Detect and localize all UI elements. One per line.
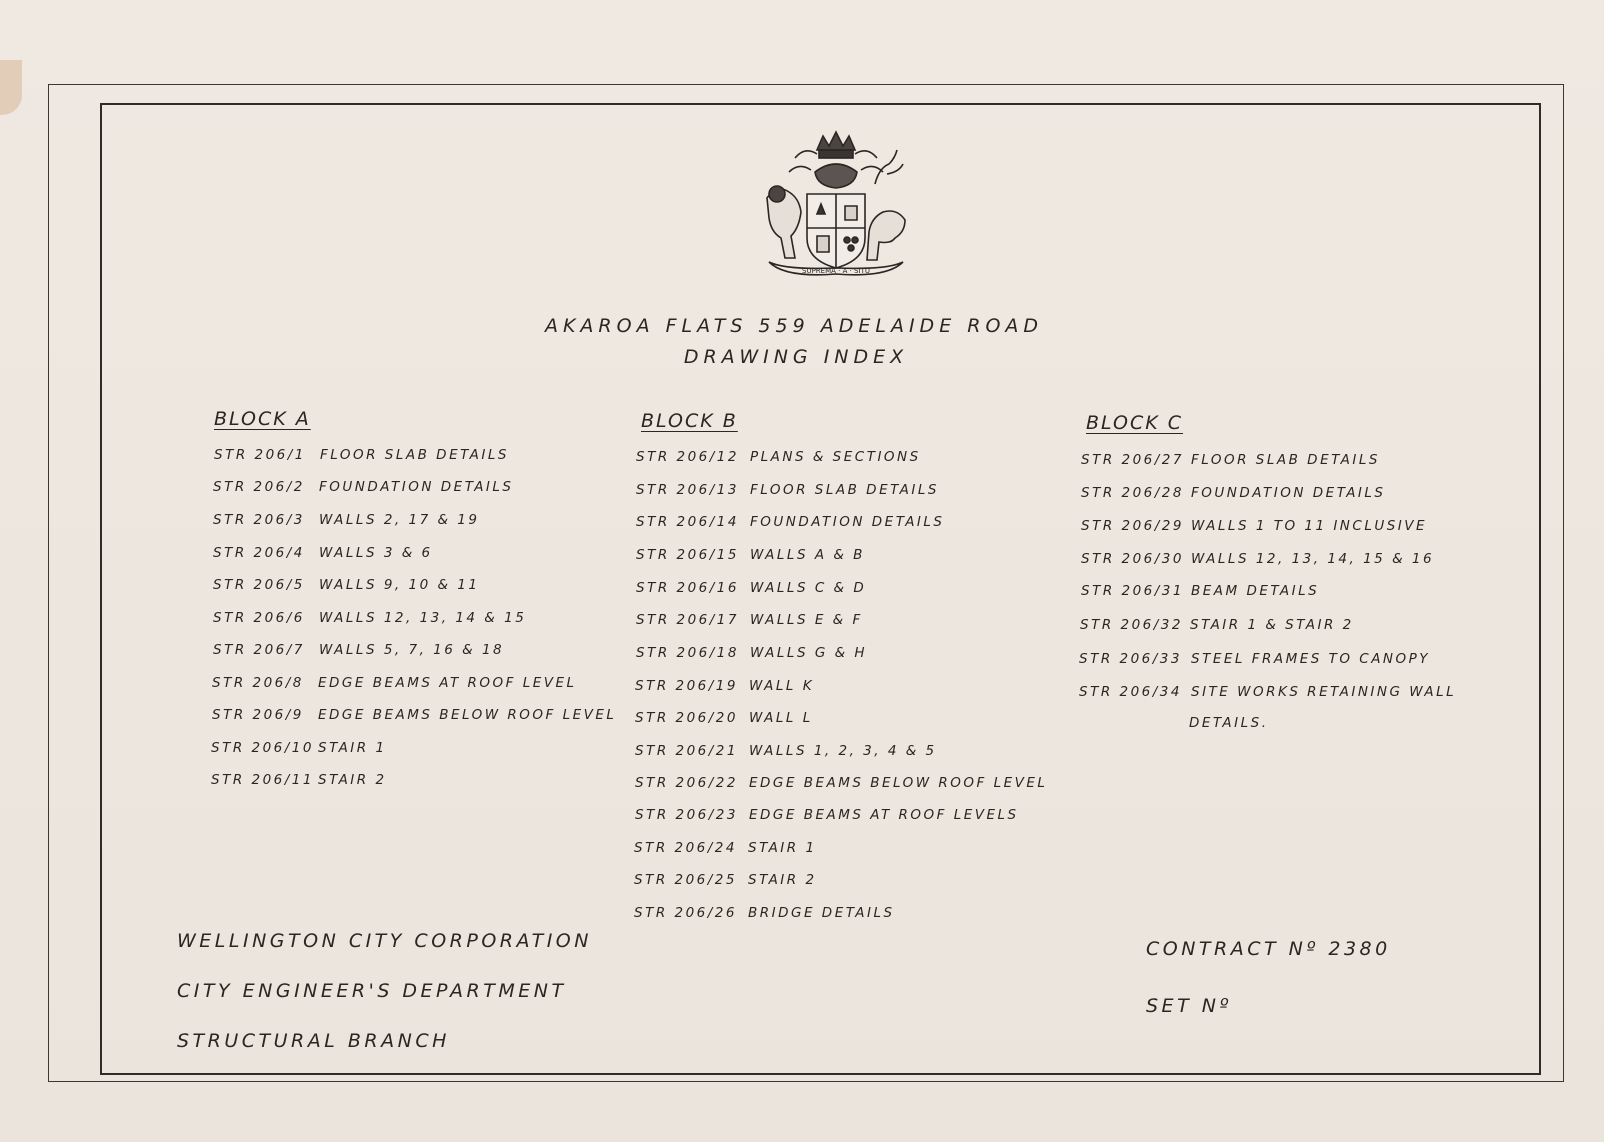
drawing-number: STR 206/24 [634,840,737,856]
drawing-description: WALLS 12, 13, 14 & 15 [319,610,527,626]
department-name: CITY ENGINEER'S DEPARTMENT [177,980,567,1002]
branch-name: STRUCTURAL BRANCH [177,1030,450,1052]
drawing-description: EDGE BEAMS BELOW ROOF LEVEL [318,707,617,723]
drawing-description: WALLS 9, 10 & 11 [319,577,480,593]
drawing-number: STR 206/11 [211,772,314,788]
drawing-description: WALLS 2, 17 & 19 [319,512,480,528]
drawing-description: BRIDGE DETAILS [748,905,895,921]
drawing-number: STR 206/4 [213,545,305,561]
crest-motto: SUPREMA · A · SITU [802,267,870,275]
drawing-description: STEEL FRAMES TO CANOPY [1191,651,1431,667]
drawing-description: FOUNDATION DETAILS [750,514,945,530]
drawing-description: BEAM DETAILS [1191,583,1320,599]
drawing-number: STR 206/9 [212,707,304,723]
drawing-description: WALLS 1 TO 11 INCLUSIVE [1191,518,1428,534]
drawing-description: WALLS E & F [750,612,863,628]
drawing-number: STR 206/14 [636,514,739,530]
drawing-description: EDGE BEAMS AT ROOF LEVEL [318,675,577,691]
drawing-description: PLANS & SECTIONS [750,449,921,465]
drawing-description: WALL K [749,678,815,694]
drawing-number: STR 206/8 [212,675,304,691]
drawing-number: STR 206/18 [636,645,739,661]
drawing-number: STR 206/13 [636,482,739,498]
block-c-heading: BLOCK C [1086,412,1184,434]
drawing-number: STR 206/23 [635,807,738,823]
drawing-number: STR 206/12 [636,449,739,465]
drawing-description: FLOOR SLAB DETAILS [320,447,509,463]
drawing-number: STR 206/28 [1081,485,1184,501]
drawing-description: SITE WORKS RETAINING WALL [1191,684,1457,700]
drawing-title: AKAROA FLATS 559 ADELAIDE ROAD [544,315,1044,337]
drawing-description: WALLS 1, 2, 3, 4 & 5 [749,743,937,759]
organisation-name: WELLINGTON CITY CORPORATION [177,930,592,952]
drawing-number: STR 206/6 [213,610,305,626]
contract-number: CONTRACT Nº 2380 [1146,938,1391,960]
drawing-description: WALL L [749,710,813,726]
drawing-number: STR 206/1 [214,447,306,463]
drawing-description: FOUNDATION DETAILS [1191,485,1386,501]
drawing-description: WALLS 3 & 6 [319,545,433,561]
drawing-number: STR 206/25 [634,872,737,888]
drawing-number: STR 206/3 [213,512,305,528]
drawing-number: STR 206/17 [636,612,739,628]
drawing-description: STAIR 1 [748,840,817,856]
drawing-description: STAIR 1 [318,740,387,756]
drawing-description: WALLS 5, 7, 16 & 18 [319,642,505,658]
drawing-description: WALLS C & D [750,580,867,596]
drawing-description: FOUNDATION DETAILS [319,479,514,495]
drawing-number: STR 206/10 [211,740,314,756]
drawing-description: WALLS G & H [750,645,868,661]
drawing-number: STR 206/16 [636,580,739,596]
drawing-number: STR 206/33 [1079,651,1182,667]
drawing-subtitle: DRAWING INDEX [683,346,909,368]
drawing-number: STR 206/19 [635,678,738,694]
drawing-number: STR 206/30 [1081,551,1184,567]
drawing-description: STAIR 2 [748,872,817,888]
drawing-number: STR 206/22 [635,775,738,791]
drawing-number: STR 206/26 [634,905,737,921]
drawing-number: STR 206/15 [636,547,739,563]
drawing-description: FLOOR SLAB DETAILS [1191,452,1380,468]
drawing-number: STR 206/31 [1081,583,1184,599]
drawing-description: FLOOR SLAB DETAILS [750,482,939,498]
drawing-number: STR 206/7 [213,642,305,658]
coat-of-arms-icon [755,128,917,278]
drawing-number: STR 206/2 [213,479,305,495]
drawing-description: WALLS 12, 13, 14, 15 & 16 [1191,551,1435,567]
drawing-number: STR 206/5 [213,577,305,593]
drawing-number: STR 206/27 [1081,452,1184,468]
drawing-description: EDGE BEAMS BELOW ROOF LEVEL [749,775,1048,791]
drawing-description: STAIR 2 [318,772,387,788]
block-b-heading: BLOCK B [641,410,738,432]
drawing-number: STR 206/21 [635,743,738,759]
block-a-heading: BLOCK A [214,408,311,430]
drawing-description: WALLS A & B [750,547,865,563]
drawing-number: STR 206/20 [635,710,738,726]
drawing-number: STR 206/29 [1081,518,1184,534]
drawing-description: EDGE BEAMS AT ROOF LEVELS [749,807,1019,823]
drawing-number: STR 206/34 [1079,684,1182,700]
torn-corner [0,60,22,115]
set-number: SET Nº [1146,995,1232,1017]
drawing-number: STR 206/32 [1080,617,1183,633]
drawing-description: STAIR 1 & STAIR 2 [1190,617,1354,633]
drawing-description: DETAILS. [1189,715,1269,731]
